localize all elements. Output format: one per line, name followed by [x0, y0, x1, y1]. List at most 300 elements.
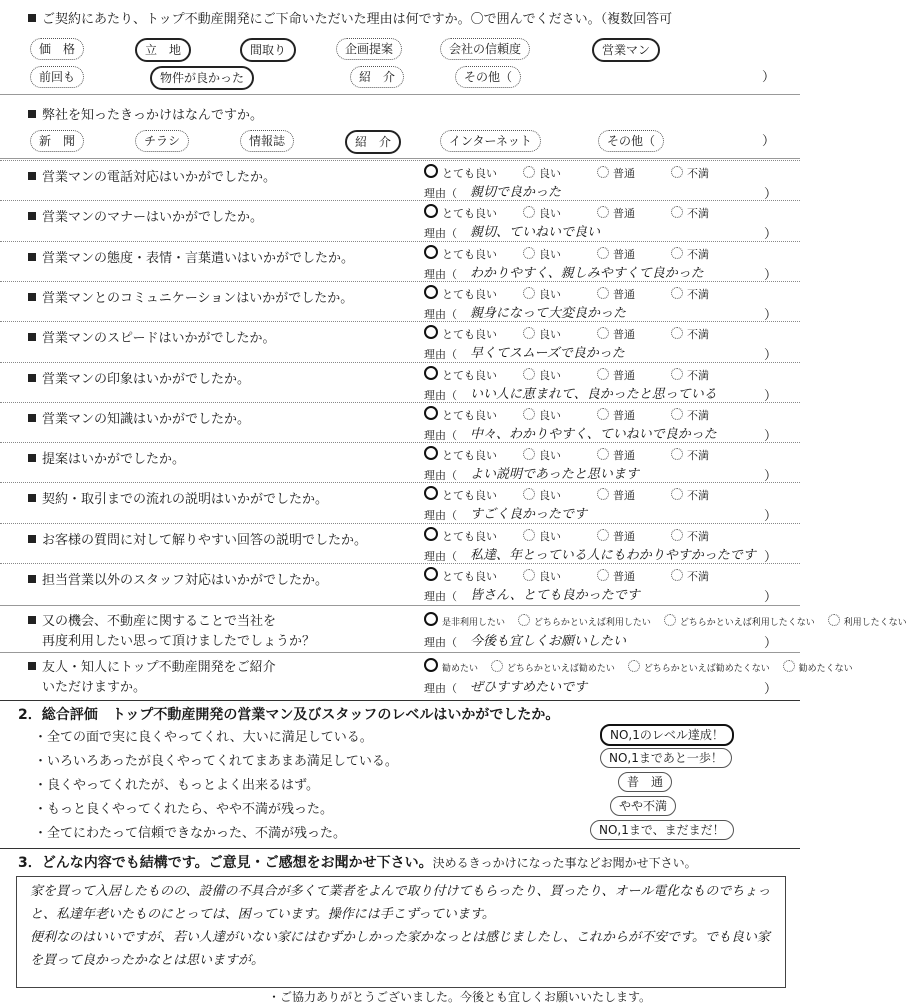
rating-option[interactable]: [628, 660, 770, 674]
question-text: ご契約にあたり、トップ不動産開発にご下命いただいた理由は何ですか。〇で囲んでください。（複数回答可: [42, 12, 673, 27]
rating-option[interactable]: [424, 164, 497, 181]
close-paren: ）: [764, 550, 778, 565]
question-text: 営業マンの知識はいかがでしたか。: [42, 412, 251, 427]
question-text: 営業マンの電話対応はいかがでしたか。: [42, 170, 277, 185]
rating-label: どちらかといえば利用したい: [533, 618, 651, 628]
rating-label: とても良い: [442, 207, 497, 220]
close-paren: ）: [764, 227, 778, 242]
reason-label: 理由（: [424, 308, 457, 321]
option-floorplan[interactable]: 間取り: [240, 38, 296, 62]
radio-icon: [523, 368, 535, 380]
option-internet[interactable]: インターネット: [440, 130, 541, 152]
rating-label: 是非利用したい: [442, 618, 506, 628]
radio-icon: [523, 448, 535, 460]
rating-label: 良い: [539, 288, 561, 301]
question-text: 又の機会、不動産に関することで当社を: [42, 614, 277, 629]
radio-icon: [828, 614, 840, 626]
option-price[interactable]: 価 格: [30, 38, 84, 60]
divider: [0, 160, 800, 161]
rating-option[interactable]: [523, 286, 561, 302]
square-bullet-icon: [28, 333, 36, 341]
rating-std: [424, 406, 745, 423]
eval-label-1[interactable]: NO,1のレベル達成！: [600, 724, 734, 746]
square-bullet-icon: [28, 14, 36, 22]
radio-icon: [523, 488, 535, 500]
divider: [0, 523, 800, 524]
radio-selected-icon: [424, 164, 438, 178]
eval-label-3[interactable]: 普 通: [618, 772, 672, 792]
rating-option[interactable]: [597, 326, 635, 342]
question-row: [28, 368, 250, 387]
option-flyer[interactable]: チラシ: [135, 130, 189, 152]
question-text: 契約・取引までの流れの説明はいかがでしたか。: [42, 492, 329, 507]
rating-option[interactable]: [597, 246, 635, 262]
rating-label: 不満: [687, 449, 709, 462]
question-text: 営業マンとのコミュニケーションはいかがでしたか。: [42, 291, 354, 306]
close-paren: ）: [764, 469, 778, 484]
reason-answer[interactable]: よい説明であったと思います: [470, 467, 639, 482]
rating-label: 普通: [613, 570, 635, 583]
question-text: お客様の質問に対して解りやすい回答の説明でしたか。: [42, 533, 368, 548]
reason-answer[interactable]: 皆さん、とても良かったです: [470, 588, 640, 603]
reason-answer[interactable]: 親身になって大変良かった: [470, 306, 627, 321]
rating-label: 良い: [539, 530, 561, 543]
radio-icon: [523, 247, 535, 259]
rating-option[interactable]: [671, 367, 709, 383]
radio-icon: [671, 569, 683, 581]
question-reuse: [28, 610, 276, 629]
rating-option[interactable]: [424, 406, 497, 423]
option-magazine[interactable]: 情報誌: [240, 130, 294, 152]
radio-icon: [597, 569, 609, 581]
rating-option[interactable]: [664, 614, 815, 628]
rating-label: 良い: [539, 409, 561, 422]
question-row: [28, 287, 353, 306]
rating-label: とても良い: [442, 449, 497, 462]
square-bullet-icon: [28, 110, 36, 118]
rating-label: 不満: [687, 369, 709, 382]
rating-option[interactable]: [671, 326, 709, 342]
reason-answer[interactable]: ぜひすすめたいです: [470, 680, 588, 695]
divider: [0, 362, 800, 363]
comment-line-2: 便利なのはいいですが、若い人達がいない家にはむずかしかった家かなっとは感じましたし、これからが不安です。でも良い家を買って良かったかなとは思いますが。: [30, 930, 770, 968]
reason-answer[interactable]: いい人に恵まれて、良かったと思っている: [470, 387, 717, 402]
reason-label: 理由（: [424, 509, 457, 522]
question-row: [28, 488, 328, 507]
question-reason: [28, 8, 672, 27]
rating-option[interactable]: [523, 326, 561, 342]
question-recommend-line2: いただけますか。: [42, 680, 147, 695]
reason-answer[interactable]: 私達、年とっている人にもわかりやすかったです: [470, 548, 756, 563]
rating-label: 良い: [539, 570, 561, 583]
rating-option[interactable]: [671, 447, 709, 463]
section3-title-text: 3．どんな内容でも結構です。ご意見・ご感想をお聞かせ下さい。: [18, 855, 433, 871]
option-good-property[interactable]: 物件が良かった: [150, 66, 254, 90]
radio-icon: [523, 569, 535, 581]
radio-icon: [523, 327, 535, 339]
rating-option[interactable]: [671, 165, 709, 181]
close-paren: ）: [764, 308, 778, 323]
close-paren: ）: [762, 134, 776, 149]
radio-icon: [597, 287, 609, 299]
rating-option[interactable]: [671, 407, 709, 423]
eval-label-2[interactable]: NO,1まであと一歩！: [600, 748, 732, 768]
radio-icon: [671, 287, 683, 299]
option-referral[interactable]: 紹 介: [350, 66, 404, 88]
eval-label-5[interactable]: NO,1まで、まだまだ！: [590, 820, 734, 840]
radio-icon: [597, 206, 609, 218]
rating-label: 普通: [613, 288, 635, 301]
radio-selected-icon: [424, 204, 438, 218]
rating-option[interactable]: [424, 658, 478, 674]
question-text: 営業マンのスピードはいかがでしたか。: [42, 331, 276, 346]
rating-label: 普通: [613, 530, 635, 543]
rating-label: 良い: [539, 369, 561, 382]
square-bullet-icon: [28, 414, 36, 422]
rating-option[interactable]: [523, 568, 561, 584]
radio-icon: [597, 166, 609, 178]
rating-option[interactable]: [424, 567, 497, 584]
rating-option[interactable]: [597, 407, 635, 423]
footer-thanks: ・ご協力ありがとうございました。今後とも宜しくお願いいたします。: [268, 990, 652, 1004]
radio-icon: [597, 408, 609, 420]
divider: [0, 605, 800, 606]
option-planning[interactable]: 企画提案: [336, 38, 402, 60]
radio-icon: [671, 529, 683, 541]
rating-label: 良い: [539, 207, 561, 220]
square-bullet-icon: [28, 616, 36, 624]
close-paren: ）: [764, 348, 778, 363]
divider: [0, 563, 800, 564]
rating-option[interactable]: [523, 407, 561, 423]
question-row: [28, 448, 185, 467]
reason-label: 理由（: [424, 590, 457, 603]
radio-icon: [671, 206, 683, 218]
rating-option[interactable]: [523, 165, 561, 181]
radio-icon: [783, 660, 795, 672]
section3-note: 決めるきっかけになった事などお聞かせ下さい。: [432, 856, 697, 870]
option-previous[interactable]: 前回も: [30, 66, 84, 88]
square-bullet-icon: [28, 535, 36, 543]
rating-option[interactable]: [523, 246, 561, 262]
rating-std: [424, 325, 745, 342]
divider: [0, 321, 800, 322]
question-text: 提案はいかがでしたか。: [42, 452, 186, 467]
radio-selected-icon: [424, 658, 438, 672]
reason-answer[interactable]: わかりやすく、親しみやすくて良かった: [470, 266, 704, 281]
rating-label: 不満: [687, 248, 709, 261]
rating-label: 利用したくない: [843, 618, 907, 628]
rating-label: どちらかといえば勧めたい: [506, 664, 615, 674]
rating-option[interactable]: [424, 325, 497, 342]
question-row: [28, 206, 263, 225]
rating-label: 不満: [687, 530, 709, 543]
rating-option[interactable]: [491, 660, 615, 674]
rating-option[interactable]: [597, 528, 635, 544]
square-bullet-icon: [28, 253, 36, 261]
option-other[interactable]: その他（: [455, 66, 521, 88]
option-company-trust[interactable]: 会社の信頼度: [440, 38, 530, 60]
square-bullet-icon: [28, 454, 36, 462]
rating-option[interactable]: [424, 285, 497, 302]
reason-label: 理由（: [424, 682, 457, 695]
divider: [0, 442, 800, 443]
close-paren: ）: [764, 268, 778, 283]
close-paren: ）: [764, 187, 778, 202]
rating-label: 不満: [687, 207, 709, 220]
rating-label: 普通: [613, 207, 635, 220]
divider: [0, 652, 800, 653]
divider: [0, 200, 800, 201]
rating-option[interactable]: [518, 614, 651, 628]
square-bullet-icon: [28, 172, 36, 180]
close-paren: ）: [764, 636, 778, 651]
reason-answer[interactable]: 早くてスムーズで良かった: [470, 346, 625, 361]
radio-icon: [597, 448, 609, 460]
radio-selected-icon: [424, 486, 438, 500]
rating-reuse: [424, 612, 917, 628]
rating-label: 普通: [613, 369, 635, 382]
reason-answer[interactable]: 親切で良かった: [470, 185, 562, 200]
rating-option[interactable]: [523, 528, 561, 544]
question-text: 営業マンの態度・表情・言葉遣いはいかがでしたか。: [42, 251, 355, 266]
rating-option[interactable]: [783, 660, 853, 674]
radio-icon: [597, 247, 609, 259]
rating-label: 良い: [539, 167, 561, 180]
option-found-other[interactable]: その他（: [598, 130, 664, 152]
radio-selected-icon: [424, 285, 438, 299]
square-bullet-icon: [28, 212, 36, 220]
rating-label: 良い: [539, 449, 561, 462]
rating-label: 不満: [687, 167, 709, 180]
question-text: 担当営業以外のスタッフ対応はいかがでしたか。: [42, 573, 329, 588]
square-bullet-icon: [28, 575, 36, 583]
rating-label: とても良い: [442, 570, 497, 583]
reason-label: 理由（: [424, 348, 457, 361]
question-row: [28, 529, 367, 548]
reason-label: 理由（: [424, 636, 457, 649]
rating-label: とても良い: [442, 369, 497, 382]
rating-label: 普通: [613, 449, 635, 462]
rating-label: とても良い: [442, 409, 497, 422]
option-found-referral[interactable]: 紹 介: [345, 130, 401, 154]
question-found: [28, 104, 263, 123]
radio-icon: [671, 327, 683, 339]
reason-answer[interactable]: 親切、ていねいで良い: [470, 225, 601, 240]
question-text: 弊社を知ったきっかけはなんですか。: [42, 108, 264, 123]
divider: [0, 402, 800, 403]
square-bullet-icon: [28, 662, 36, 670]
radio-icon: [671, 166, 683, 178]
radio-icon: [491, 660, 503, 672]
radio-icon: [597, 368, 609, 380]
eval-item-1: ・全ての面で実に良くやってくれ、大いに満足している。: [34, 730, 373, 745]
rating-label: とても良い: [442, 248, 497, 261]
rating-std: [424, 567, 745, 584]
rating-option[interactable]: [597, 447, 635, 463]
eval-item-3: ・良くやってくれたが、もっとよく出来るはず。: [34, 778, 319, 793]
rating-label: 不満: [687, 489, 709, 502]
rating-label: 勧めたい: [442, 664, 479, 674]
question-row: [28, 569, 328, 588]
rating-label: とても良い: [442, 328, 497, 341]
comment-line-1: 家を買って入居したものの、設備の不具合が多くて業者をよんで取り付けてもらったり、買ったり、オール電化なものでちょっと、私達年老いたものにとっては、困っています。操作には手こずっています。: [30, 884, 771, 922]
divider: [0, 700, 800, 701]
radio-icon: [664, 614, 676, 626]
rating-label: 勧めたくない: [798, 664, 853, 674]
rating-label: どちらかといえば勧めたくない: [643, 664, 770, 674]
divider: [0, 281, 800, 282]
reason-answer[interactable]: 中々、わかりやすく、ていねいで良かった: [470, 427, 717, 442]
eval-label-4[interactable]: やや不満: [610, 796, 676, 816]
rating-label: どちらかといえば利用したくない: [679, 618, 815, 628]
square-bullet-icon: [28, 494, 36, 502]
radio-icon: [523, 529, 535, 541]
rating-option[interactable]: [424, 527, 497, 544]
rating-option[interactable]: [671, 246, 709, 262]
rating-option[interactable]: [597, 286, 635, 302]
reason-answer[interactable]: 今後も宜しくお願いしたい: [470, 634, 627, 649]
reason-label: 理由（: [424, 429, 457, 442]
rating-label: とても良い: [442, 530, 497, 543]
radio-icon: [597, 529, 609, 541]
rating-label: 不満: [687, 409, 709, 422]
rating-recommend: [424, 658, 863, 674]
radio-icon: [671, 448, 683, 460]
radio-selected-icon: [424, 527, 438, 541]
eval-item-4: ・もっと良くやってくれたら、やや不満が残った。: [34, 802, 334, 817]
radio-selected-icon: [424, 446, 438, 460]
divider: [0, 94, 800, 95]
radio-icon: [671, 247, 683, 259]
eval-item-5: ・全てにわたって信頼できなかった、不満が残った。: [34, 826, 347, 841]
rating-label: 良い: [539, 328, 561, 341]
rating-label: 良い: [539, 248, 561, 261]
close-paren: ）: [764, 682, 778, 697]
reason-label: 理由（: [424, 469, 457, 482]
rating-std: [424, 366, 745, 383]
square-bullet-icon: [28, 293, 36, 301]
close-paren: ）: [762, 70, 776, 85]
rating-option[interactable]: [671, 568, 709, 584]
reason-label: 理由（: [424, 187, 457, 200]
rating-option[interactable]: [523, 367, 561, 383]
radio-icon: [628, 660, 640, 672]
question-row: [28, 247, 354, 266]
radio-selected-icon: [424, 406, 438, 420]
radio-icon: [523, 206, 535, 218]
divider: [0, 848, 800, 849]
reason-answer[interactable]: すごく良かったです: [470, 507, 588, 522]
question-row: [28, 327, 275, 346]
rating-option[interactable]: [597, 367, 635, 383]
radio-icon: [671, 368, 683, 380]
rating-std: [424, 285, 745, 302]
reason-label: 理由（: [424, 550, 457, 563]
rating-label: とても良い: [442, 489, 497, 502]
rating-option[interactable]: [523, 205, 561, 221]
rating-std: [424, 245, 745, 262]
rating-option[interactable]: [597, 165, 635, 181]
reason-label: 理由（: [424, 268, 457, 281]
rating-label: 不満: [687, 570, 709, 583]
rating-std: [424, 164, 745, 181]
question-recommend: [28, 656, 276, 675]
radio-icon: [597, 488, 609, 500]
option-location[interactable]: 立 地: [135, 38, 191, 62]
rating-option[interactable]: [523, 487, 561, 503]
rating-label: 普通: [613, 489, 635, 502]
rating-std: [424, 527, 745, 544]
rating-std: [424, 204, 745, 221]
rating-label: 不満: [687, 328, 709, 341]
divider: [0, 241, 800, 242]
question-text: 友人・知人にトップ不動産開発をご紹介: [42, 660, 276, 675]
rating-option[interactable]: [597, 205, 635, 221]
question-row: [28, 408, 250, 427]
question-row: [28, 166, 276, 185]
rating-std: [424, 486, 745, 503]
rating-label: 普通: [613, 167, 635, 180]
rating-label: 普通: [613, 328, 635, 341]
radio-icon: [597, 327, 609, 339]
rating-std: [424, 446, 745, 463]
rating-option[interactable]: [424, 245, 497, 262]
radio-selected-icon: [424, 612, 438, 626]
radio-icon: [523, 166, 535, 178]
close-paren: ）: [764, 389, 778, 404]
reason-label: 理由（: [424, 389, 457, 402]
close-paren: ）: [764, 429, 778, 444]
rating-label: とても良い: [442, 288, 497, 301]
close-paren: ）: [764, 509, 778, 524]
rating-option[interactable]: [424, 366, 497, 383]
rating-option[interactable]: [671, 487, 709, 503]
rating-option[interactable]: [424, 486, 497, 503]
reason-label: 理由（: [424, 227, 457, 240]
rating-label: 普通: [613, 248, 635, 261]
rating-label: とても良い: [442, 167, 497, 180]
rating-option[interactable]: [424, 446, 497, 463]
option-salesperson[interactable]: 営業マン: [592, 38, 660, 62]
rating-option[interactable]: [828, 614, 907, 628]
divider: [0, 482, 800, 483]
radio-icon: [518, 614, 530, 626]
square-bullet-icon: [28, 374, 36, 382]
eval-item-2: ・いろいろあったが良くやってくれてまあまあ満足している。: [34, 754, 398, 769]
rating-label: 良い: [539, 489, 561, 502]
rating-option[interactable]: [671, 205, 709, 221]
rating-option[interactable]: [424, 204, 497, 221]
rating-option[interactable]: [671, 528, 709, 544]
option-newspaper[interactable]: 新 聞: [30, 130, 84, 152]
divider: [0, 158, 800, 159]
question-reuse-line2: 再度利用したい思って頂けましたでしょうか？: [42, 634, 316, 649]
rating-option[interactable]: [597, 487, 635, 503]
radio-icon: [523, 408, 535, 420]
rating-option[interactable]: [671, 286, 709, 302]
rating-option[interactable]: [597, 568, 635, 584]
rating-option[interactable]: [523, 447, 561, 463]
radio-icon: [523, 287, 535, 299]
section3-title: [18, 852, 697, 872]
question-text: 営業マンのマナーはいかがでしたか。: [42, 210, 264, 225]
rating-label: 不満: [687, 288, 709, 301]
section2-title: 2．総合評価 トップ不動産開発の営業マン及びスタッフのレベルはいかがでしたか。: [18, 707, 560, 723]
rating-label: 普通: [613, 409, 635, 422]
radio-icon: [671, 408, 683, 420]
rating-option[interactable]: [424, 612, 505, 628]
